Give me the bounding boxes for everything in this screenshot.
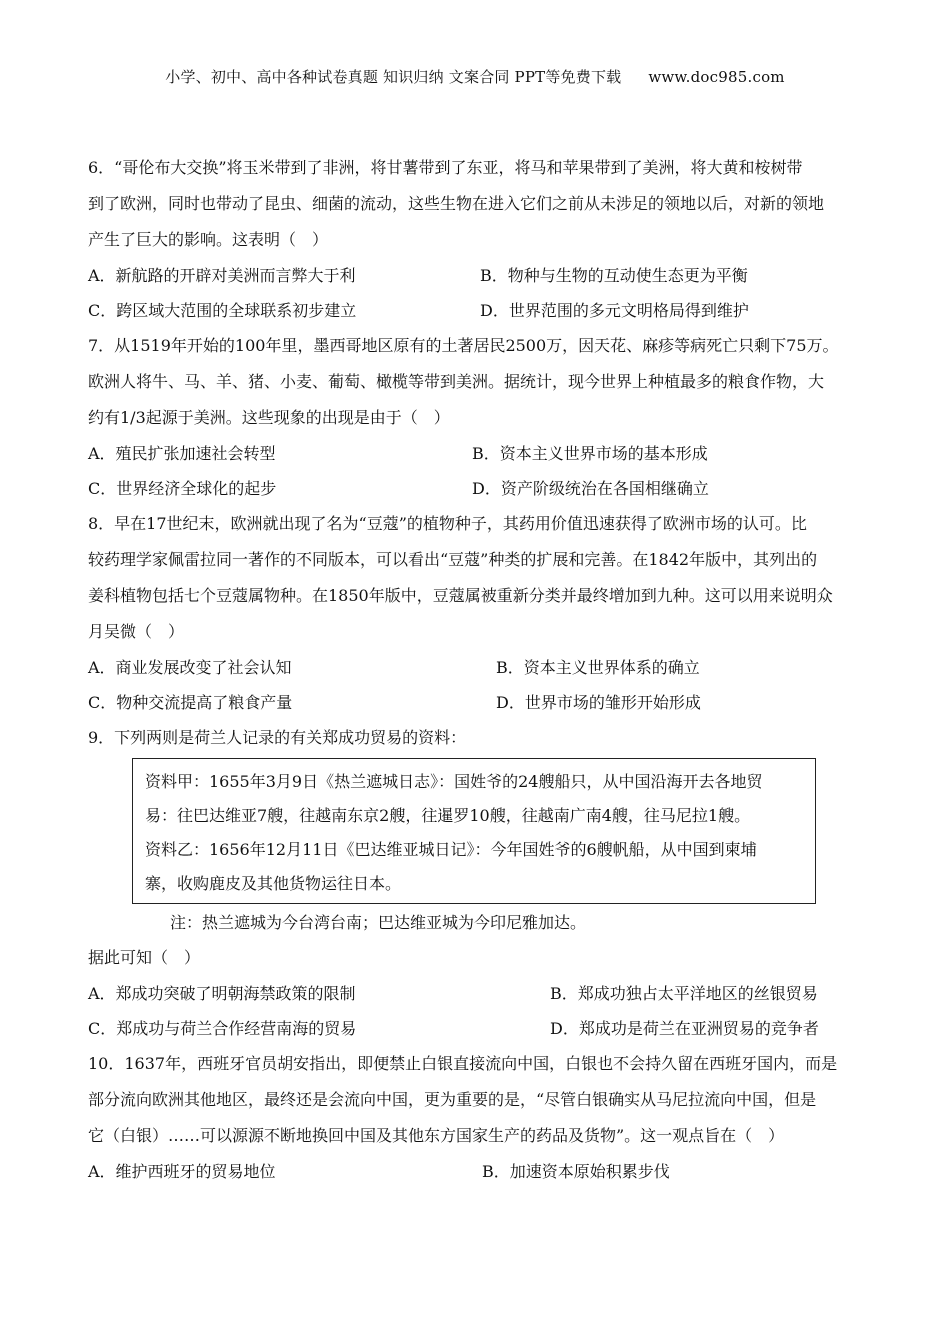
question-8-line-3: 姜科植物包括七个豆蔻属物种。在1850年版中，豆蔻属被重新分类并最终增加到九种。这可以用来说明众 (88, 586, 833, 605)
question-9-intro: 9．下列两则是荷兰人记录的有关郑成功贸易的资料： (88, 728, 467, 747)
question-10-option-b[interactable]: B．加速资本原始积累步伐 (482, 1162, 670, 1181)
question-8-line-4: 月吴微（ ） (88, 622, 185, 641)
header-text: 小学、初中、高中各种试卷真题 知识归纳 文案合同 PPT等免费下载 (165, 68, 622, 86)
page-header (0, 66, 950, 87)
exam-content (88, 150, 868, 1189)
question-9-prompt: 据此可知（ ） (88, 948, 201, 967)
source-line-1: 资料甲：1655年3月9日《热兰遮城日志》：国姓爷的24艘船只，从中国沿海开去各地贸 (145, 772, 763, 791)
question-10-line-2: 部分流向欧洲其他地区，最终还是会流向中国，更为重要的是，“尽管白银确实从马尼拉流向中国，但是 (88, 1090, 817, 1109)
question-6-line-3: 产生了巨大的影响。这表明（ ） (88, 230, 329, 249)
question-8-option-a[interactable]: A．商业发展改变了社会认知 (88, 658, 292, 677)
question-9-option-a[interactable]: A．郑成功突破了明朝海禁政策的限制 (88, 984, 356, 1003)
question-8 (88, 506, 868, 720)
question-8-option-b[interactable]: B．资本主义世界体系的确立 (496, 658, 700, 677)
question-9-option-b[interactable]: B．郑成功独占太平洋地区的丝银贸易 (550, 984, 818, 1003)
question-6-line-1: 6．“哥伦布大交换”将玉米带到了非洲，将甘薯带到了东亚，将马和苹果带到了美洲，将大黄和桉树带 (88, 158, 803, 177)
question-7-line-2: 欧洲人将牛、马、羊、猪、小麦、葡萄、橄榄等带到美洲。据统计，现今世界上种植最多的粮食作物，大 (88, 372, 825, 391)
question-7-options-row-1 (88, 436, 868, 471)
question-10-line-3: 它（白银）……可以源源不断地换回中国及其他东方国家生产的药品及货物”。这一观点旨在（ ） (88, 1126, 785, 1145)
question-10 (88, 1046, 868, 1189)
question-6-options-row-1 (88, 258, 868, 293)
question-9 (88, 720, 868, 1046)
question-7-line-3: 约有1/3起源于美洲。这些现象的出现是由于（ ） (88, 408, 450, 427)
question-7-line-1: 7．从1519年开始的100年里，墨西哥地区原有的土著居民2500万，因天花、麻疹等病死亡只剩下75万。 (88, 336, 839, 355)
question-8-option-d[interactable]: D．世界市场的雏形开始形成 (496, 693, 701, 712)
question-9-options-row-2 (88, 1011, 868, 1046)
question-7-option-a[interactable]: A．殖民扩张加速社会转型 (88, 444, 276, 463)
question-7 (88, 328, 868, 506)
header-url[interactable]: www.doc985.com (648, 68, 785, 86)
source-note: 注：热兰遮城为今台湾台南；巴达维亚城为今印尼雅加达。 (170, 913, 587, 932)
question-9-option-c[interactable]: C．郑成功与荷兰合作经营南海的贸易 (88, 1019, 357, 1038)
question-8-options-row-2 (88, 685, 868, 720)
question-10-options-row-1 (88, 1154, 868, 1189)
source-line-3: 资料乙：1656年12月11日《巴达维亚城日记》：今年国姓爷的6艘帆船，从中国到柬埔 (145, 840, 757, 859)
question-7-options-row-2 (88, 471, 868, 506)
question-8-line-2: 较药理学家佩雷拉同一著作的不同版本，可以看出“豆蔻”种类的扩展和完善。在1842年版中，其列出的 (88, 550, 818, 569)
question-7-option-b[interactable]: B．资本主义世界市场的基本形成 (472, 444, 708, 463)
source-line-2: 易：往巴达维亚7艘，往越南东京2艘，往暹罗10艘，往越南广南4艘，往马尼拉1艘。 (145, 806, 751, 825)
question-6-option-b[interactable]: B．物种与生物的互动使生态更为平衡 (480, 266, 748, 285)
question-9-option-d[interactable]: D．郑成功是荷兰在亚洲贸易的竞争者 (550, 1019, 819, 1038)
question-7-option-c[interactable]: C．世界经济全球化的起步 (88, 479, 277, 498)
question-8-option-c[interactable]: C．物种交流提高了粮食产量 (88, 693, 293, 712)
question-6 (88, 150, 868, 328)
question-6-option-d[interactable]: D．世界范围的多元文明格局得到维护 (480, 301, 749, 320)
question-6-line-2: 到了欧洲，同时也带动了昆虫、细菌的流动，这些生物在进入它们之前从未涉足的领地以后，对新的领地 (88, 194, 825, 213)
question-9-options-row-1 (88, 976, 868, 1011)
question-6-option-c[interactable]: C．跨区域大范围的全球联系初步建立 (88, 301, 357, 320)
question-7-option-d[interactable]: D．资产阶级统治在各国相继确立 (472, 479, 709, 498)
question-8-options-row-1 (88, 650, 868, 685)
question-6-option-a[interactable]: A．新航路的开辟对美洲而言弊大于利 (88, 266, 356, 285)
question-6-options-row-2 (88, 293, 868, 328)
question-10-option-a[interactable]: A．维护西班牙的贸易地位 (88, 1162, 276, 1181)
source-line-4: 寨，收购鹿皮及其他货物运往日本。 (145, 874, 402, 893)
question-10-line-1: 10．1637年，西班牙官员胡安指出，即便禁止白银直接流向中国，白银也不会持久留在西班牙国内，而是 (88, 1054, 838, 1073)
question-8-line-1: 8．早在17世纪末，欧洲就出现了名为“豆蔻”的植物种子，其药用价值迅速获得了欧洲市场的认可。比 (88, 514, 807, 533)
source-material-box (132, 758, 816, 904)
